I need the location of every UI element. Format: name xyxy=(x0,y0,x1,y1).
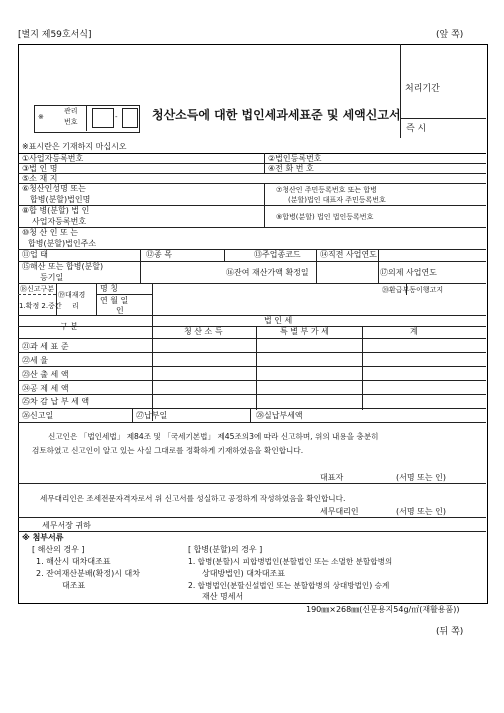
divider xyxy=(140,249,141,283)
divider xyxy=(264,153,265,173)
liquidator-id-label: (분할)법인 대표자 주민등록번호 xyxy=(288,196,386,204)
birth-date-label: 연 월 일 xyxy=(100,296,129,305)
divider xyxy=(18,163,486,164)
merged-corp-no-label: ⑨합병(분할) 법인 법인등록번호 xyxy=(276,213,374,221)
form-number: [별지 제59호서식] xyxy=(18,30,92,40)
actual-tax-label: ㉘실납부세액 xyxy=(256,411,303,420)
management-number-field[interactable] xyxy=(122,108,138,128)
paper-spec: 190㎜×268㎜(신문용지54g/㎡(재활용품)) xyxy=(306,605,460,614)
management-number-field[interactable] xyxy=(92,108,114,128)
tax-row-label: ㉒세 율 xyxy=(22,356,48,365)
liquidator-name-label: ⑥청산인성명 또는 xyxy=(22,184,86,193)
divider xyxy=(152,315,153,421)
report-type-label: ⑱신고구분 xyxy=(20,285,55,293)
merged-biz-reg-label: 사업자등록번호 xyxy=(32,217,87,226)
divider xyxy=(264,183,265,227)
item-label: ⑫종 목 xyxy=(146,250,172,259)
payment-date-label: ㉗납부일 xyxy=(136,411,168,420)
divider xyxy=(316,249,317,283)
divider xyxy=(18,283,486,284)
page-side-back: (뒤 쪽) xyxy=(436,627,464,637)
prev-fiscal-year-label: ⑭직전 사업연도 xyxy=(320,250,377,259)
divider xyxy=(18,408,486,409)
business-type-label: ⑪업 태 xyxy=(22,250,48,259)
attachments-title: ※ 첨부서류 xyxy=(22,533,64,542)
dissolution-date-label: 등기일 xyxy=(40,273,64,282)
liquidator-address-label: 합병(분할)법인주소 xyxy=(28,239,97,248)
attachment-item: 재산 명세서 xyxy=(202,592,244,601)
star-mark: ※ xyxy=(38,113,44,121)
divider xyxy=(18,227,486,228)
attachment-item: 1. 합병(분할)시 피합병법인(분할법인 또는 소멸한 분할합병의 xyxy=(188,557,393,566)
deemed-fiscal-year-label: ⑰의제 사업연도 xyxy=(380,268,437,277)
tax-agent-signature[interactable]: (서명 또는 인) xyxy=(396,507,446,516)
divider xyxy=(132,408,133,422)
addressee: 세무서장 귀하 xyxy=(42,521,91,530)
attachment-item: 2. 합병법인(분할신설법인 또는 분할합병의 상대방법인) 승계 xyxy=(188,581,390,590)
management-label: 번호 xyxy=(64,118,78,126)
phone-label: ④전 화 번 호 xyxy=(268,164,314,173)
divider xyxy=(378,249,379,283)
divider xyxy=(86,105,87,131)
divider xyxy=(18,153,486,154)
divider xyxy=(400,44,401,138)
refund-notice-label: ⑳환급부동이행고지 xyxy=(382,286,444,294)
divider xyxy=(18,366,486,367)
divider xyxy=(96,283,97,315)
marked-note: ※표시란은 기재하지 마십시오 xyxy=(22,142,127,151)
liquidator-name-label: 합병(분할)법인명 xyxy=(30,195,91,204)
tax-row-label: ㉓산 출 세 액 xyxy=(22,370,69,379)
divider xyxy=(18,531,486,532)
residual-property-date-label: ⑯잔여 재산가액 확정일 xyxy=(226,268,309,277)
management-dash: - xyxy=(115,113,118,121)
tax-agent-label: 세무대리인 xyxy=(320,507,359,516)
tax-table-corp-header: 법 인 세 xyxy=(264,316,293,325)
divider xyxy=(224,249,225,261)
divider xyxy=(18,380,486,381)
attachment-item: 1. 해산시 대차대조표 xyxy=(36,557,111,566)
tax-table-total-header: 계 xyxy=(410,327,418,336)
divider xyxy=(96,294,152,295)
merged-biz-reg-label: ⑧합 병(분할) 법 인 xyxy=(22,206,90,215)
attachments-left-heading: [ 해산의 경우 ] xyxy=(32,545,85,554)
dissolution-date-label: ⑮해산 또는 합병(분할) xyxy=(22,262,104,271)
tax-table-liquidation-header: 청 산 소 득 xyxy=(184,327,223,336)
declaration-text: 신고인은 「법인세법」 제84조 및 「국세기본법」 제45조의3에 따라 신고하며, 위의 내용을 충분히 xyxy=(48,432,379,441)
divider xyxy=(18,294,56,295)
foreign-label: 리 xyxy=(72,302,79,310)
agent-confirmation: 세무대리인은 조세전문자격자로서 위 신고서를 성실하고 공정하게 작성하였음을 확인합니다. xyxy=(40,494,346,503)
tax-table-special-header: 특 별 부 가 세 xyxy=(280,327,329,336)
representative-label: 대표자 xyxy=(320,473,344,482)
divider xyxy=(152,283,153,315)
main-biz-code-label: ⑬주업종코드 xyxy=(254,250,301,259)
divider xyxy=(400,118,486,119)
processing-period-label: 처리기간 xyxy=(405,84,440,94)
corp-reg-no-label: ②법인등록번호 xyxy=(268,154,322,163)
tax-row-label: ㉕차 감 납 부 세 액 xyxy=(22,397,90,406)
tax-row-label: ㉔공 제 세 액 xyxy=(22,384,69,393)
biz-reg-no-label: ①사업자등록번호 xyxy=(22,154,84,163)
attachment-item: 2. 잔여재산분배(확정)시 대차 xyxy=(36,569,140,578)
address-label: ⑤소 재 지 xyxy=(22,174,58,183)
divider xyxy=(18,173,486,174)
divider xyxy=(250,408,251,422)
divider xyxy=(18,394,486,395)
birth-date-label: 인 xyxy=(116,306,124,315)
management-label: 관리 xyxy=(64,107,78,115)
declaration-text: 검토하였고 신고인이 알고 있는 사실 그대로를 정확하게 기재하였음을 확인합니다. xyxy=(32,446,304,455)
liquidator-address-label: ⑩청 산 인 또 는 xyxy=(22,228,78,237)
divider xyxy=(18,517,486,518)
attachments-right-heading: [ 합병(분할)의 경우 ] xyxy=(188,545,263,554)
tax-table-item-header: 구 분 xyxy=(60,322,78,331)
divider xyxy=(18,249,486,250)
divider xyxy=(18,422,486,423)
report-type-options[interactable]: 1.확정 2.중간 xyxy=(19,302,62,310)
processing-period-value: 즉 시 xyxy=(406,124,427,134)
representative-signature[interactable]: (서명 또는 인) xyxy=(396,473,446,482)
name-label: 명 칭 xyxy=(100,284,118,293)
attachment-item: 상대방법인) 대차대조표 xyxy=(202,569,285,578)
foreign-label: ⑲대재경 xyxy=(58,291,86,299)
liquidator-id-label: ⑦청산인 주민등록번호 또는 합병 xyxy=(276,186,377,194)
form-title: 청산소득에 대한 법인세과세표준 및 세액신고서 xyxy=(152,108,401,122)
divider xyxy=(18,183,486,184)
report-date-label: ㉖신고일 xyxy=(22,411,54,420)
divider xyxy=(18,338,486,339)
divider xyxy=(18,483,486,484)
corp-name-label: ③법 인 명 xyxy=(22,164,58,173)
tax-row-label: ㉑과 세 표 준 xyxy=(22,342,69,351)
attachment-item: 대조표 xyxy=(62,581,86,590)
divider xyxy=(18,315,486,316)
divider xyxy=(18,352,486,353)
page-side-front: (앞 쪽) xyxy=(436,30,464,40)
